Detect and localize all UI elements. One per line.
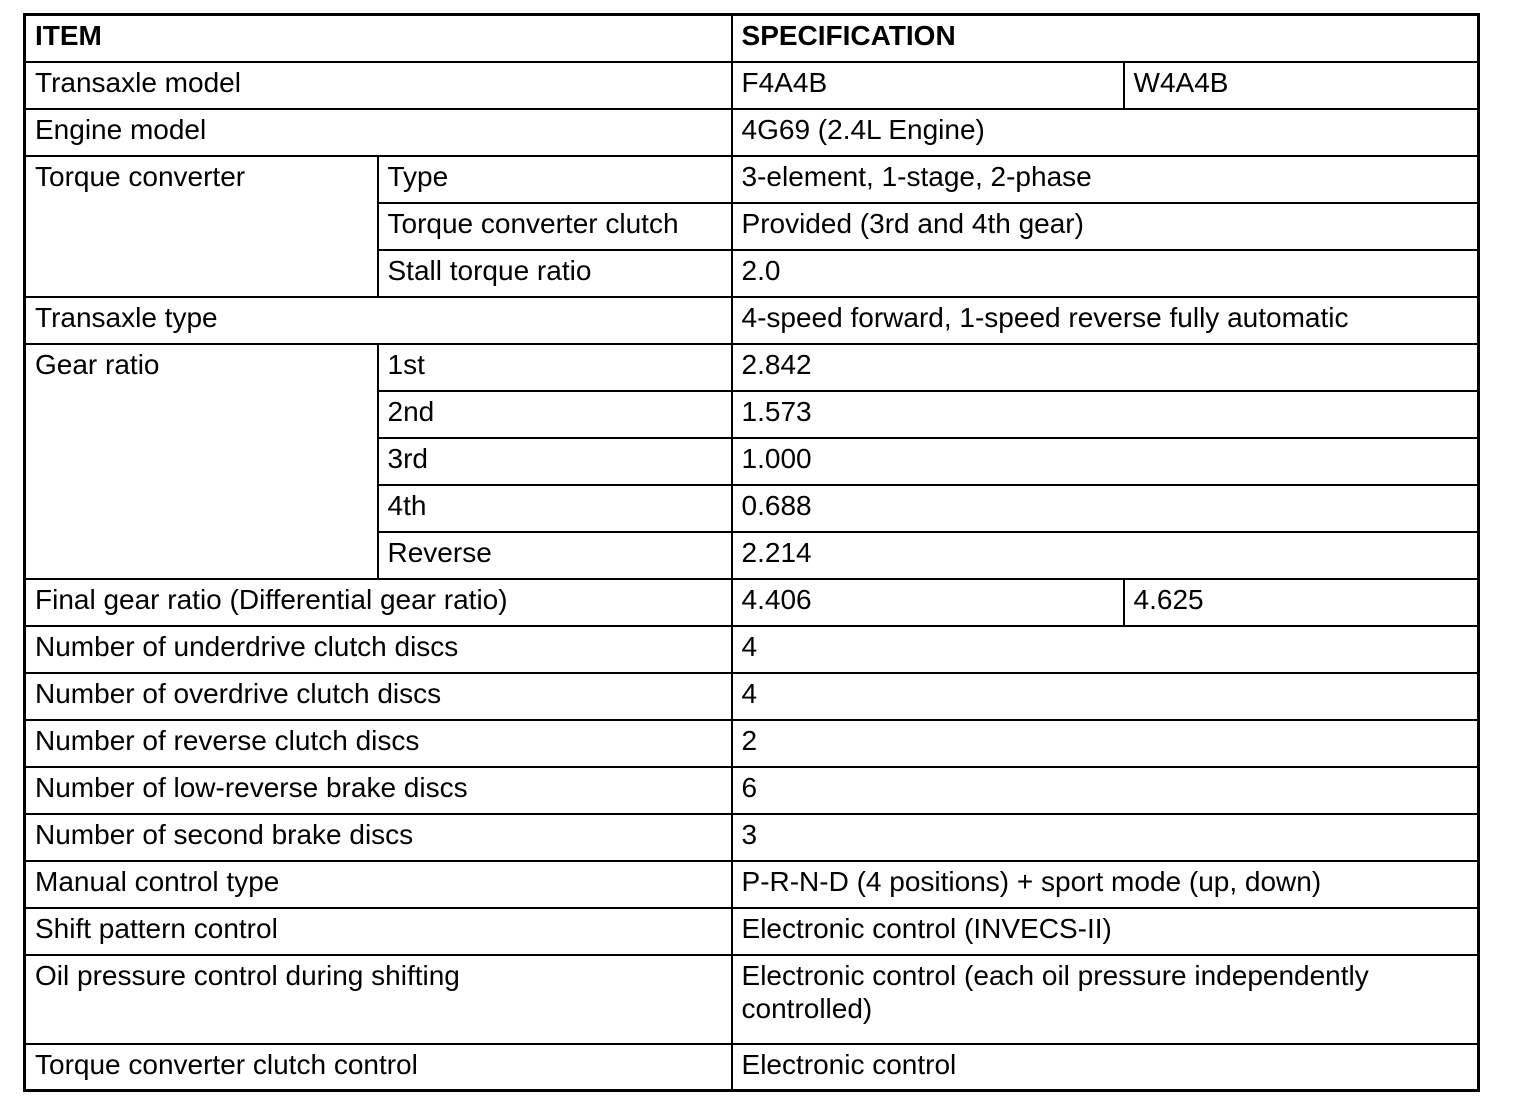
table-row — [25, 720, 1479, 767]
second-brake-discs-label: Number of second brake discs — [25, 814, 732, 861]
gear-ratio-1st-value: 2.842 — [732, 344, 1479, 391]
engine-model-value: 4G69 (2.4L Engine) — [732, 109, 1479, 156]
manual-control-type-label: Manual control type — [25, 861, 732, 908]
table-row — [25, 955, 1479, 1044]
underdrive-clutch-discs-value: 4 — [732, 626, 1479, 673]
transaxle-model-label: Transaxle model — [25, 62, 732, 109]
reverse-clutch-discs-label: Number of reverse clutch discs — [25, 720, 732, 767]
table-row — [25, 1044, 1479, 1091]
gear-ratio-reverse-value: 2.214 — [732, 532, 1479, 579]
torque-converter-type-label: Type — [378, 156, 732, 203]
table-row — [25, 62, 1479, 109]
column-header-item: ITEM — [25, 15, 732, 62]
final-gear-ratio-label: Final gear ratio (Differential gear ratio) — [25, 579, 732, 626]
column-header-specification: SPECIFICATION — [732, 15, 1479, 62]
table-row — [25, 861, 1479, 908]
gear-ratio-2nd-label: 2nd — [378, 391, 732, 438]
stall-torque-ratio-label: Stall torque ratio — [378, 250, 732, 297]
table-row — [25, 908, 1479, 955]
table-row — [25, 673, 1479, 720]
manual-control-type-value: P-R-N-D (4 positions) + sport mode (up, down) — [732, 861, 1479, 908]
shift-pattern-control-value: Electronic control (INVECS-II) — [732, 908, 1479, 955]
reverse-clutch-discs-value: 2 — [732, 720, 1479, 767]
table-row — [25, 579, 1479, 626]
engine-model-label: Engine model — [25, 109, 732, 156]
table-row — [25, 814, 1479, 861]
low-reverse-brake-discs-value: 6 — [732, 767, 1479, 814]
torque-converter-clutch-control-value: Electronic control — [732, 1044, 1479, 1091]
table-row — [25, 297, 1479, 344]
torque-converter-clutch-control-label: Torque converter clutch control — [25, 1044, 732, 1091]
stall-torque-ratio-value: 2.0 — [732, 250, 1479, 297]
final-gear-ratio-f4a4b-value: 4.406 — [732, 579, 1124, 626]
gear-ratio-reverse-label: Reverse — [378, 532, 732, 579]
transaxle-specification-table — [23, 13, 1480, 1092]
final-gear-ratio-w4a4b-value: 4.625 — [1124, 579, 1479, 626]
table-row — [25, 156, 1479, 203]
table-row — [25, 767, 1479, 814]
transaxle-type-value: 4-speed forward, 1-speed reverse fully automatic — [732, 297, 1479, 344]
overdrive-clutch-discs-label: Number of overdrive clutch discs — [25, 673, 732, 720]
oil-pressure-control-value: Electronic control (each oil pressure independently controlled) — [732, 955, 1479, 1044]
gear-ratio-4th-value: 0.688 — [732, 485, 1479, 532]
overdrive-clutch-discs-value: 4 — [732, 673, 1479, 720]
gear-ratio-group-label: Gear ratio — [25, 344, 378, 579]
transaxle-type-label: Transaxle type — [25, 297, 732, 344]
torque-converter-group-label: Torque converter — [25, 156, 378, 297]
torque-converter-type-value: 3-element, 1-stage, 2-phase — [732, 156, 1479, 203]
table-row — [25, 626, 1479, 673]
gear-ratio-4th-label: 4th — [378, 485, 732, 532]
oil-pressure-control-label: Oil pressure control during shifting — [25, 955, 732, 1044]
table-header-row — [25, 15, 1479, 62]
gear-ratio-3rd-label: 3rd — [378, 438, 732, 485]
second-brake-discs-value: 3 — [732, 814, 1479, 861]
table-row — [25, 344, 1479, 391]
underdrive-clutch-discs-label: Number of underdrive clutch discs — [25, 626, 732, 673]
gear-ratio-3rd-value: 1.000 — [732, 438, 1479, 485]
gear-ratio-2nd-value: 1.573 — [732, 391, 1479, 438]
torque-converter-clutch-label: Torque converter clutch — [378, 203, 732, 250]
shift-pattern-control-label: Shift pattern control — [25, 908, 732, 955]
table-row — [25, 109, 1479, 156]
transaxle-model-w4a4b-value: W4A4B — [1124, 62, 1479, 109]
torque-converter-clutch-value: Provided (3rd and 4th gear) — [732, 203, 1479, 250]
transaxle-model-f4a4b-value: F4A4B — [732, 62, 1124, 109]
gear-ratio-1st-label: 1st — [378, 344, 732, 391]
low-reverse-brake-discs-label: Number of low-reverse brake discs — [25, 767, 732, 814]
